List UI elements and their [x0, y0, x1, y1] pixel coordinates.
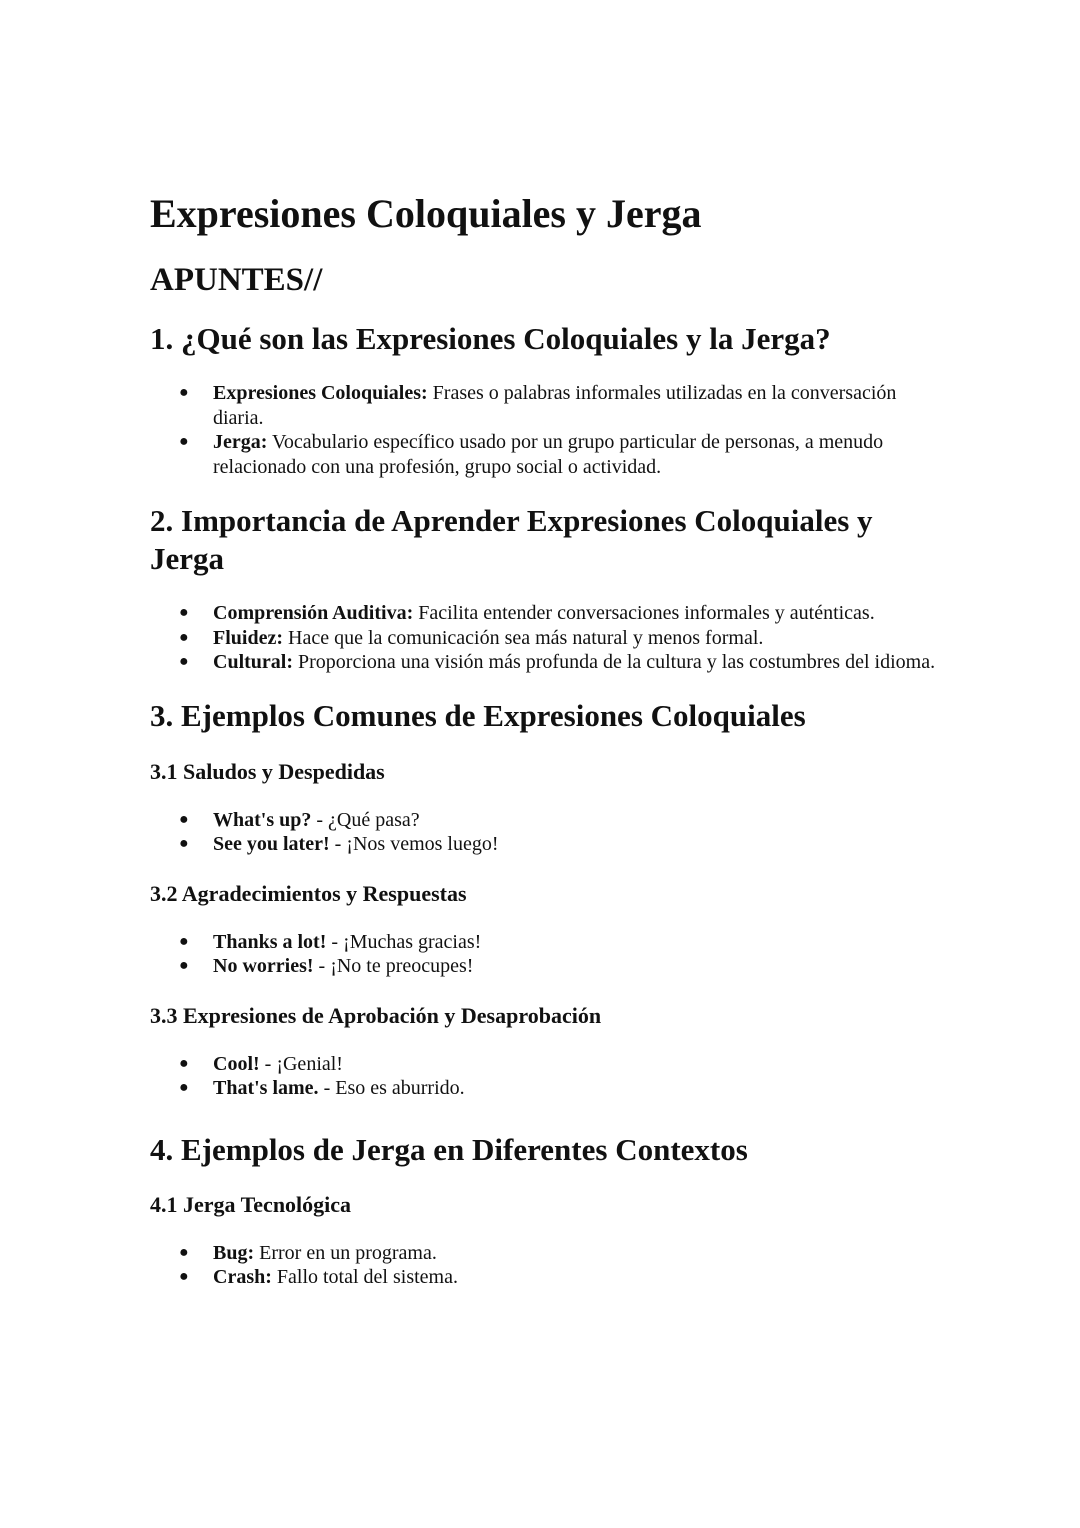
bullet-icon: ●: [179, 835, 189, 852]
bullet-icon: ●: [179, 1268, 189, 1285]
bullet-list: [150, 601, 950, 675]
bullet-icon: ●: [179, 810, 189, 828]
list-item: [179, 1076, 950, 1101]
subsection-heading: 3.1 Saludos y Despedidas: [150, 758, 385, 784]
list-item: [179, 1052, 950, 1077]
list-item: [179, 832, 950, 857]
bullet-list: [150, 1241, 950, 1290]
subsection-heading: 3.3 Expresiones de Aprobación y Desaprobación: [150, 1002, 602, 1028]
section-heading: 4. Ejemplos de Jerga en Diferentes Contextos: [150, 1131, 748, 1167]
item-text: - ¡Muchas gracias!: [326, 930, 482, 953]
section-heading: 2. Importancia de Aprender Expresiones Coloquiales y Jerga: [150, 503, 873, 576]
list-item: [179, 1265, 950, 1290]
item-term: See you later!: [213, 833, 330, 855]
list-item: [179, 954, 950, 979]
list-item: [179, 430, 950, 479]
bullet-list: [150, 1052, 950, 1101]
item-text: - ¿Qué pasa?: [311, 808, 420, 831]
item-term: Cool!: [213, 1052, 260, 1075]
item-text: Frases o palabras informales utilizadas en la conversación diaria.: [213, 382, 897, 429]
item-term: Cultural:: [213, 651, 293, 673]
item-term: Fluidez:: [213, 626, 283, 649]
bullet-icon: ●: [179, 932, 189, 950]
bullet-list: [150, 930, 950, 979]
subsection-heading: 4.1 Jerga Tecnológica: [150, 1191, 352, 1217]
list-item: [179, 381, 950, 430]
bullet-icon: ●: [179, 604, 189, 621]
item-text: Fallo total del sistema.: [271, 1266, 458, 1288]
item-text: Hace que la comunicación sea más natural y menos formal.: [283, 626, 764, 649]
item-term: Crash:: [213, 1266, 272, 1288]
bullet-list: [150, 808, 950, 857]
section-heading: 3. Ejemplos Comunes de Expresiones Coloquiales: [150, 697, 806, 733]
item-term: Expresiones Coloquiales:: [213, 382, 428, 404]
list-item: [179, 626, 950, 651]
bullet-icon: ●: [179, 433, 189, 450]
item-term: Jerga:: [213, 431, 268, 453]
item-term: Comprensión Auditiva:: [213, 602, 414, 624]
item-term: That's lame.: [213, 1077, 319, 1099]
bullet-icon: ●: [179, 1054, 189, 1072]
list-item: [179, 808, 950, 833]
item-term: No worries!: [213, 955, 314, 977]
bullet-icon: ●: [179, 653, 189, 670]
item-text: Error en un programa.: [254, 1241, 437, 1264]
subsection-heading: 3.2 Agradecimientos y Respuestas: [150, 880, 467, 906]
list-item: [179, 650, 950, 675]
list-item: [179, 601, 950, 626]
item-text: - ¡Nos vemos luego!: [329, 833, 499, 855]
item-text: - Eso es aburrido.: [318, 1077, 465, 1099]
bullet-icon: ●: [179, 628, 189, 646]
item-text: - ¡No te preocupes!: [313, 955, 474, 977]
item-text: Vocabulario específico usado por un grupo particular de personas, a menudo relacionado con una profesión, grupo social o actividad.: [213, 431, 884, 478]
item-text: - ¡Genial!: [259, 1052, 343, 1075]
item-term: Bug:: [213, 1241, 255, 1264]
bullet-icon: ●: [179, 1243, 189, 1261]
bullet-icon: ●: [179, 1079, 189, 1096]
bullet-icon: ●: [179, 384, 189, 401]
list-item: [179, 1241, 950, 1266]
item-term: Thanks a lot!: [213, 930, 327, 953]
document-title: Expresiones Coloquiales y Jerga: [150, 191, 702, 236]
section-heading: 1. ¿Qué son las Expresiones Coloquiales y la Jerga?: [150, 321, 831, 356]
item-term: What's up?: [213, 808, 312, 831]
document-page: [150, 188, 950, 1290]
item-text: Proporciona una visión más profunda de la cultura y las costumbres del idioma.: [293, 651, 936, 673]
item-text: Facilita entender conversaciones informales y auténticas.: [413, 602, 875, 624]
document-subtitle: APUNTES//: [150, 262, 323, 298]
bullet-list: [150, 381, 950, 479]
bullet-icon: ●: [179, 957, 189, 974]
list-item: [179, 930, 950, 955]
